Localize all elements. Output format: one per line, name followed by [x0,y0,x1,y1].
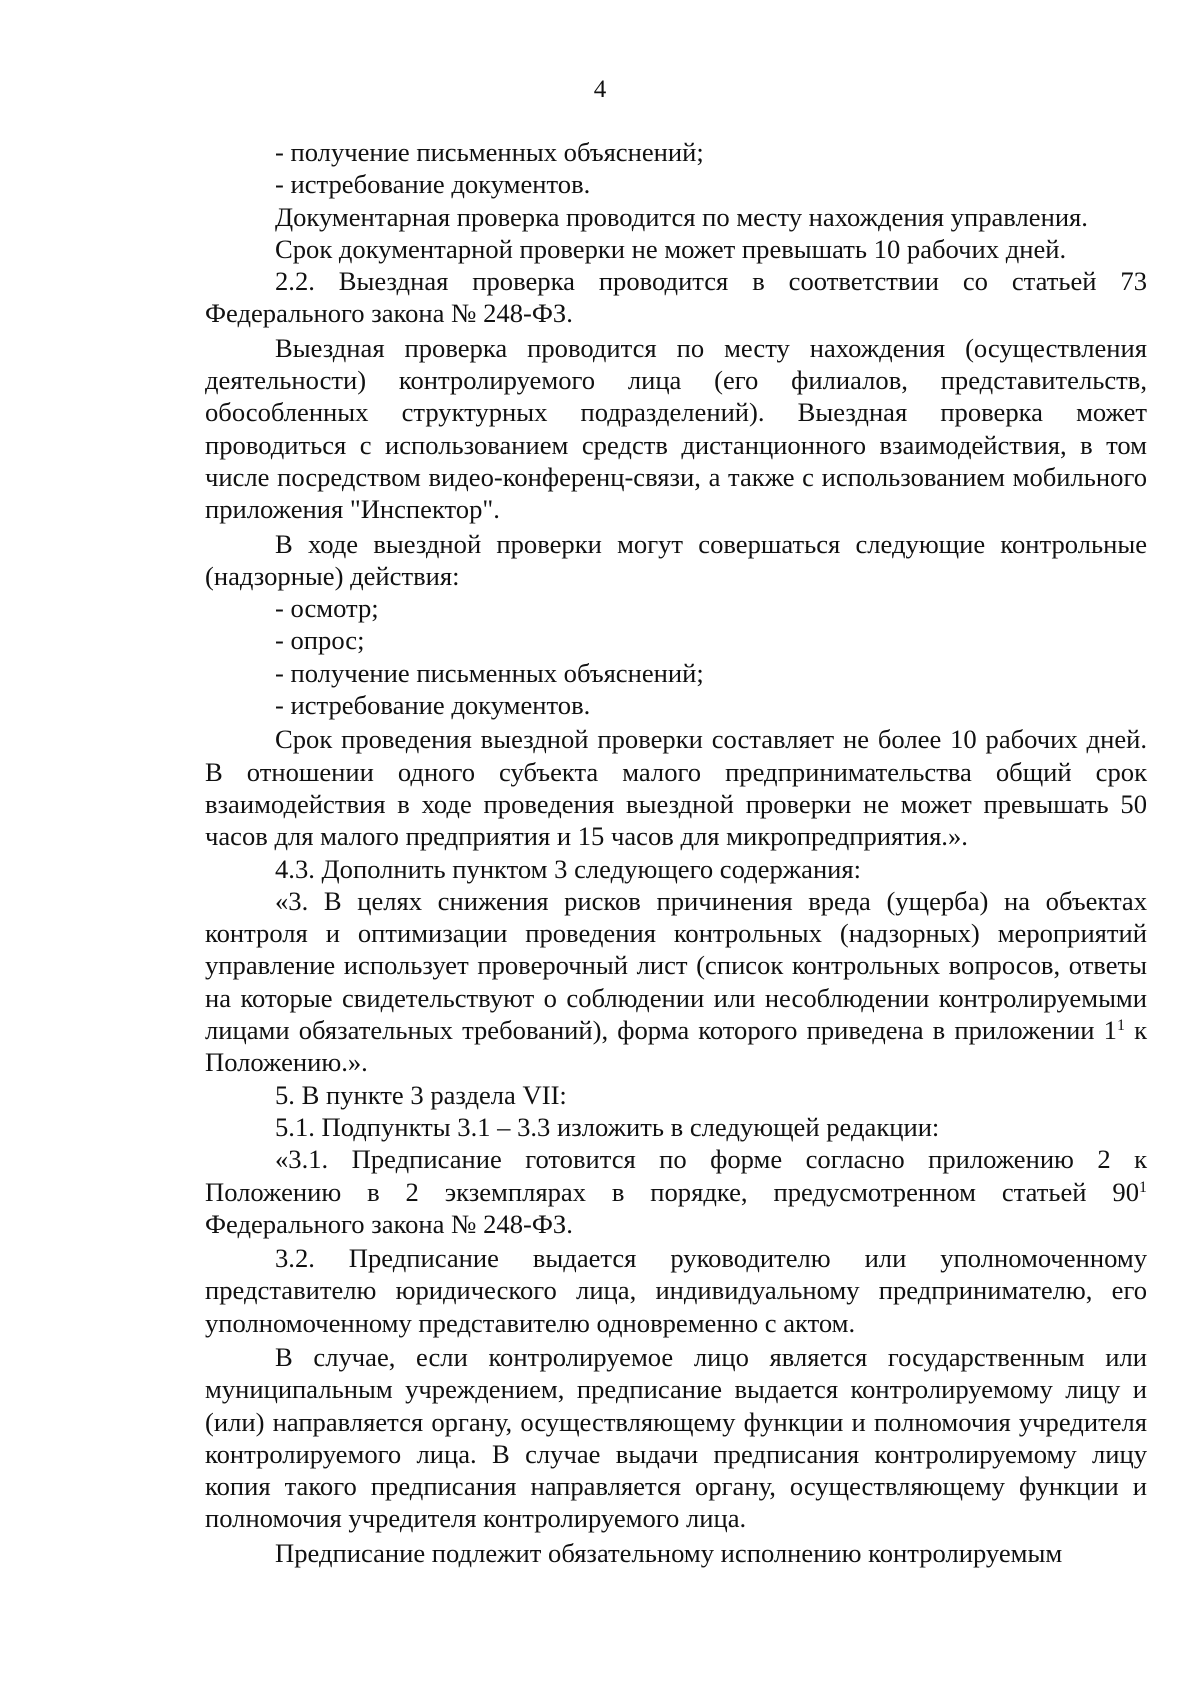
paragraph: 2.2. Выездная проверка проводится в соответствии со статьей 73 Федерального закона № 248-ФЗ. [205,266,1147,329]
list-item: - получение письменных объяснений; [275,657,704,688]
paragraph-prescription [205,1143,1147,1240]
list-item: - истребование документов. [275,169,591,200]
paragraph-checklist [205,885,1147,1079]
list-item: - осмотр; [275,593,379,624]
paragraph-text: Федерального закона № 248-ФЗ. [205,1208,573,1239]
superscript: 1 [1116,1017,1125,1035]
paragraph: 4.3. Дополнить пунктом 3 следующего содержания: [275,853,862,884]
paragraph: Предписание подлежит обязательному исполнению контролируемым [275,1537,1063,1568]
paragraph: Выездная проверка проводится по месту нахождения (осуществления деятельности) контролируемого лица (его филиалов, представительств, обособленных структурных подразделений). Выездная проверка может проводиться с использованием средств дистанционного взаимодействия, в том числе посредством видео-конференц-связи, а также с использованием мобильного приложения "Инспектор". [205,332,1147,525]
paragraph: 5. В пункте 3 раздела VII: [275,1079,567,1110]
paragraph: Документарная проверка проводится по месту нахождения управления. [275,201,1088,232]
list-item: - получение письменных объяснений; [275,137,704,167]
paragraph: В ходе выездной проверки могут совершаться следующие контрольные (надзорные) действия: [205,528,1147,591]
paragraph: 5.1. Подпункты 3.1 – 3.3 изложить в следующей редакции: [275,1111,940,1142]
paragraph: Срок документарной проверки не может превышать 10 рабочих дней. [275,233,1067,264]
paragraph: В случае, если контролируемое лицо является государственным или муниципальным учреждением, предписание выдается контролируемому лицу и (или) направляется органу, осуществляющему функции и полномочия учредителя контролируемого лица. В случае выдачи предписания контролируемому лицу копия такого предписания направляется органу, осуществляющему функции и полномочия учредителя контролируемого лица. [205,1341,1147,1534]
paragraph-text: «3.1. Предписание готовится по форме согласно приложению 2 к Положению в 2 экземплярах в порядке, предусмотренном статьей 90 [205,1144,1147,1207]
list-item: - истребование документов. [275,690,591,721]
superscript: 1 [1139,1178,1147,1196]
document-body [205,136,1147,1569]
paragraph: 3.2. Предписание выдается руководителю или уполномоченному представителю юридического лица, индивидуальному предпринимателю, его уполномоченному представителю одновременно с актом. [205,1243,1147,1338]
paragraph-text: к Положению.». [205,1015,1147,1078]
page-number: 4 [593,76,607,103]
paragraph-text: «3. В целях снижения рисков причинения вреда (ущерба) на объектах контроля и оптимизации проведения контрольных (надзорных) мероприятий управление использует проверочный лист (список контрольных вопросов, ответы на которые свидетельствуют о соблюдении или несоблюдении контролируемыми лицами обязательных требований), форма которого приведена в приложении 1 [205,885,1147,1046]
paragraph: Срок проведения выездной проверки составляет не более 10 рабочих дней. В отношении одного субъекта малого предпринимательства общий срок взаимодействия в ходе проведения выездной проверки не может превышать 50 часов для малого предприятия и 15 часов для микропредприятия.». [205,724,1147,852]
list-item: - опрос; [275,625,365,656]
